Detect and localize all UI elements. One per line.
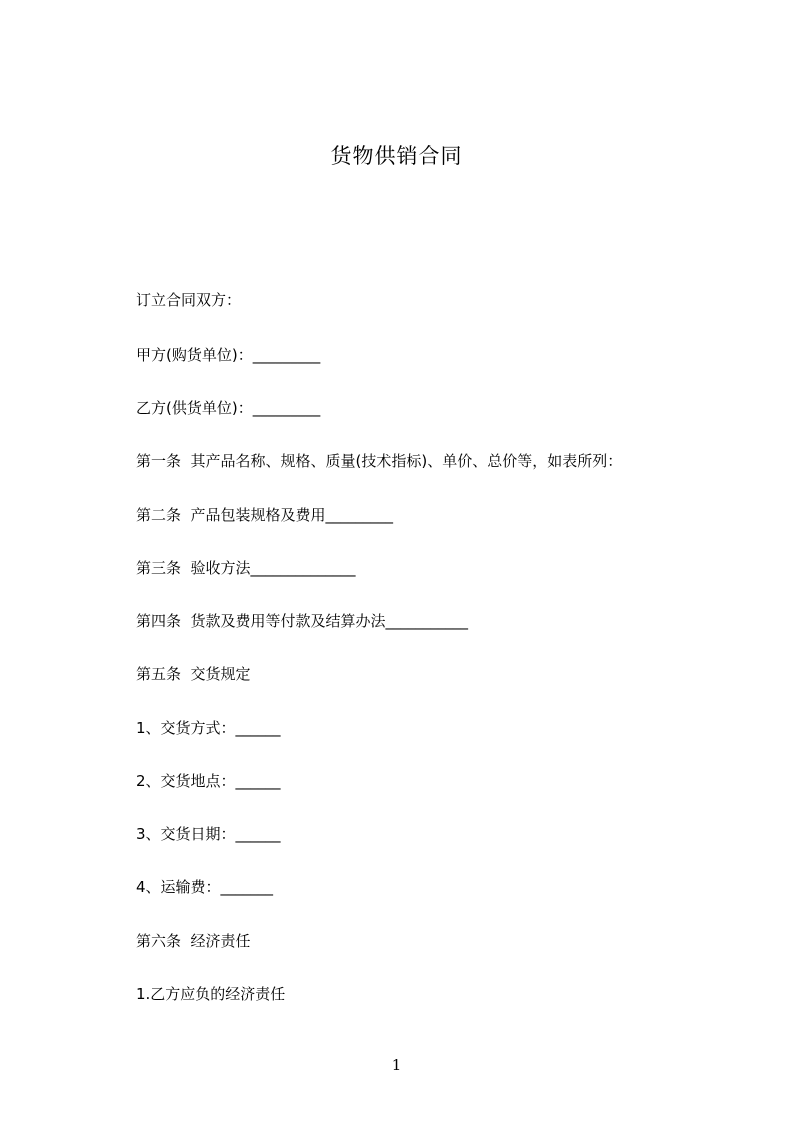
party-b-liability: 1.乙方应负的经济责任: [136, 985, 286, 1003]
party-b-line: 乙方(供货单位)：_________: [136, 399, 321, 417]
article-3: 第三条 验收方法______________: [136, 559, 356, 577]
delivery-date: 3、交货日期：______: [136, 825, 281, 843]
article-4: 第四条 货款及费用等付款及结算办法___________: [136, 612, 469, 630]
party-a-line: 甲方(购货单位)：_________: [136, 346, 321, 364]
article-6: 第六条 经济责任: [136, 932, 251, 950]
article-5: 第五条 交货规定: [136, 665, 251, 683]
transport-fee: 4、运输费：_______: [136, 878, 274, 896]
article-1: 第一条 其产品名称、规格、质量(技术指标)、单价、总价等，如表所列：: [136, 452, 623, 470]
article-2: 第二条 产品包装规格及费用_________: [136, 506, 394, 524]
page-number: 1: [391, 1056, 402, 1074]
delivery-location: 2、交货地点：______: [136, 772, 281, 790]
delivery-method: 1、交货方式：______: [136, 719, 281, 737]
contract-title: 货物供销合同: [330, 144, 463, 168]
parties-heading: 订立合同双方：: [136, 291, 242, 309]
